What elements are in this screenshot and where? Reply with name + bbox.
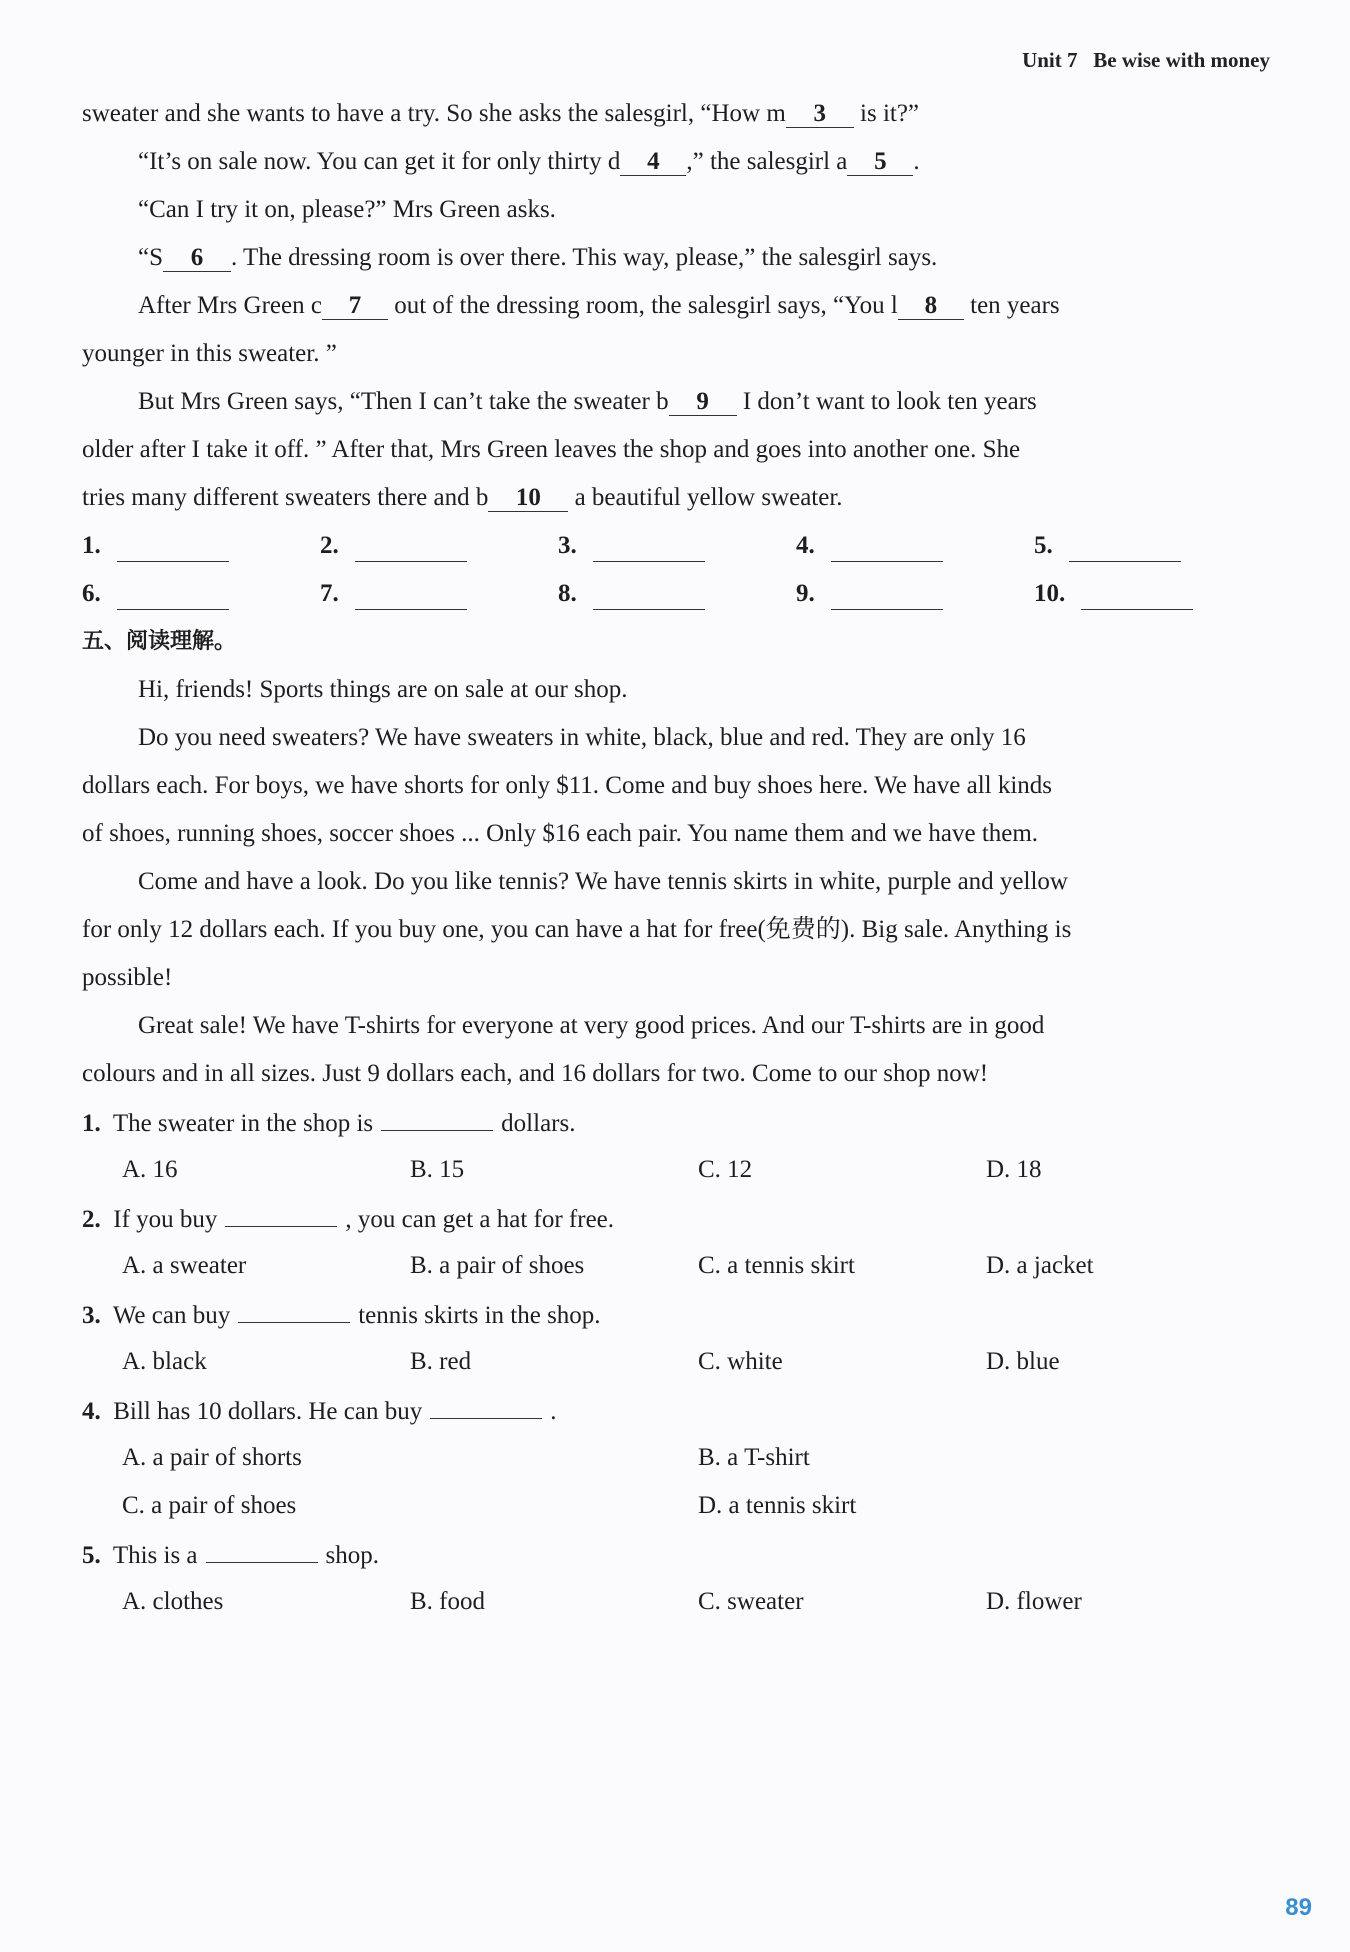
cloze-blank-9: 9: [669, 389, 737, 416]
option[interactable]: D. a jacket: [986, 1252, 1094, 1279]
option[interactable]: C. 12: [698, 1156, 753, 1183]
cloze-blank-5: 5: [847, 149, 913, 176]
cloze-blank-6: 6: [163, 245, 231, 272]
answer-line[interactable]: [593, 537, 705, 562]
answer-slot-4[interactable]: 4.: [796, 530, 943, 562]
cloze-line-4: “S 6 . The dressing room is over there. This way, please,” the salesgirl says.: [138, 244, 938, 271]
option[interactable]: C. white: [698, 1348, 783, 1375]
option[interactable]: A. a sweater: [122, 1252, 247, 1279]
answer-slot-1[interactable]: 1.: [82, 530, 229, 562]
option[interactable]: B. a T-shirt: [698, 1444, 810, 1471]
cloze-line-6: younger in this sweater. ”: [82, 340, 337, 367]
passage-line: for only 12 dollars each. If you buy one, you can have a hat for free(免费的). Big sale. Anything is: [82, 916, 1072, 943]
answer-slot-7[interactable]: 7.: [320, 578, 467, 610]
option[interactable]: A. a pair of shorts: [122, 1444, 302, 1471]
question-1: 1. The sweater in the shop is dollars.: [82, 1106, 575, 1140]
answer-slot-10[interactable]: 10.: [1034, 578, 1193, 610]
cloze-line-9: tries many different sweaters there and b 10 a beautiful yellow sweater.: [82, 484, 843, 511]
answer-slot-5[interactable]: 5.: [1034, 530, 1181, 562]
option[interactable]: B. 15: [410, 1156, 465, 1183]
passage-line: dollars each. For boys, we have shorts for only $11. Come and buy shoes here. We have all kinds: [82, 772, 1053, 799]
cloze-line-3: “Can I try it on, please?” Mrs Green asks.: [138, 196, 556, 223]
passage-line: possible!: [82, 964, 173, 991]
question-blank[interactable]: [381, 1106, 493, 1131]
answer-slot-3[interactable]: 3.: [558, 530, 705, 562]
cloze-blank-10: 10: [488, 485, 568, 512]
answer-slot-8[interactable]: 8.: [558, 578, 705, 610]
option[interactable]: A. 16: [122, 1156, 178, 1183]
option[interactable]: B. red: [410, 1348, 472, 1375]
passage-line: Great sale! We have T-shirts for everyone at very good prices. And our T-shirts are in good: [138, 1012, 1045, 1039]
cloze-line-8: older after I take it off. ” After that, Mrs Green leaves the shop and goes into another one. She: [82, 436, 1021, 463]
answer-line[interactable]: [831, 537, 943, 562]
option[interactable]: D. flower: [986, 1588, 1082, 1615]
question-blank[interactable]: [238, 1298, 350, 1323]
option[interactable]: C. a tennis skirt: [698, 1252, 855, 1279]
cloze-line-1: sweater and she wants to have a try. So she asks the salesgirl, “How m 3 is it?”: [82, 100, 920, 127]
question-2: 2. If you buy , you can get a hat for free.: [82, 1202, 614, 1236]
cloze-blank-8: 8: [898, 293, 964, 320]
answer-line[interactable]: [117, 585, 229, 610]
page-header: [1022, 48, 1270, 73]
answer-line[interactable]: [355, 537, 467, 562]
cloze-blank-4: 4: [620, 149, 686, 176]
cloze-line-2: “It’s on sale now. You can get it for only thirty d 4 ,” the salesgirl a 5 .: [138, 148, 920, 175]
answer-line[interactable]: [1069, 537, 1181, 562]
question-5: 5. This is a shop.: [82, 1538, 379, 1572]
answer-slot-9[interactable]: 9.: [796, 578, 943, 610]
passage-line: colours and in all sizes. Just 9 dollars each, and 16 dollars for two. Come to our shop now!: [82, 1060, 989, 1087]
answer-line[interactable]: [117, 537, 229, 562]
option[interactable]: C. a pair of shoes: [122, 1492, 297, 1519]
section-heading: 五、阅读理解。: [82, 629, 237, 654]
passage-line: Hi, friends! Sports things are on sale at our shop.: [138, 676, 628, 703]
question-blank[interactable]: [225, 1202, 337, 1227]
passage-line: of shoes, running shoes, soccer shoes ... Only $16 each pair. You name them and we have them.: [82, 820, 1039, 847]
answer-line[interactable]: [593, 585, 705, 610]
option[interactable]: C. sweater: [698, 1588, 804, 1615]
passage-line: Come and have a look. Do you like tennis? We have tennis skirts in white, purple and yellow: [138, 868, 1068, 895]
answer-line[interactable]: [831, 585, 943, 610]
cloze-blank-7: 7: [322, 293, 388, 320]
option[interactable]: D. 18: [986, 1156, 1042, 1183]
option[interactable]: D. blue: [986, 1348, 1060, 1375]
question-blank[interactable]: [206, 1538, 318, 1563]
option[interactable]: B. food: [410, 1588, 485, 1615]
question-3: 3. We can buy tennis skirts in the shop.: [82, 1298, 601, 1332]
option[interactable]: B. a pair of shoes: [410, 1252, 585, 1279]
question-blank[interactable]: [430, 1394, 542, 1419]
unit-label: Unit 7: [1022, 48, 1078, 72]
answer-line[interactable]: [1081, 585, 1193, 610]
cloze-line-5: After Mrs Green c 7 out of the dressing room, the salesgirl says, “You l 8 ten years: [138, 292, 1060, 319]
answer-slot-6[interactable]: 6.: [82, 578, 229, 610]
question-4: 4. Bill has 10 dollars. He can buy .: [82, 1394, 556, 1428]
option[interactable]: A. black: [122, 1348, 207, 1375]
passage-line: Do you need sweaters? We have sweaters in white, black, blue and red. They are only 16: [138, 724, 1026, 751]
option[interactable]: D. a tennis skirt: [698, 1492, 857, 1519]
answer-slot-2[interactable]: 2.: [320, 530, 467, 562]
cloze-line-7: But Mrs Green says, “Then I can’t take the sweater b 9 I don’t want to look ten years: [138, 388, 1037, 415]
answer-line[interactable]: [355, 585, 467, 610]
cloze-blank-3: 3: [786, 101, 854, 128]
page-number: 89: [1285, 1894, 1312, 1921]
option[interactable]: A. clothes: [122, 1588, 224, 1615]
unit-title: Be wise with money: [1093, 48, 1270, 72]
